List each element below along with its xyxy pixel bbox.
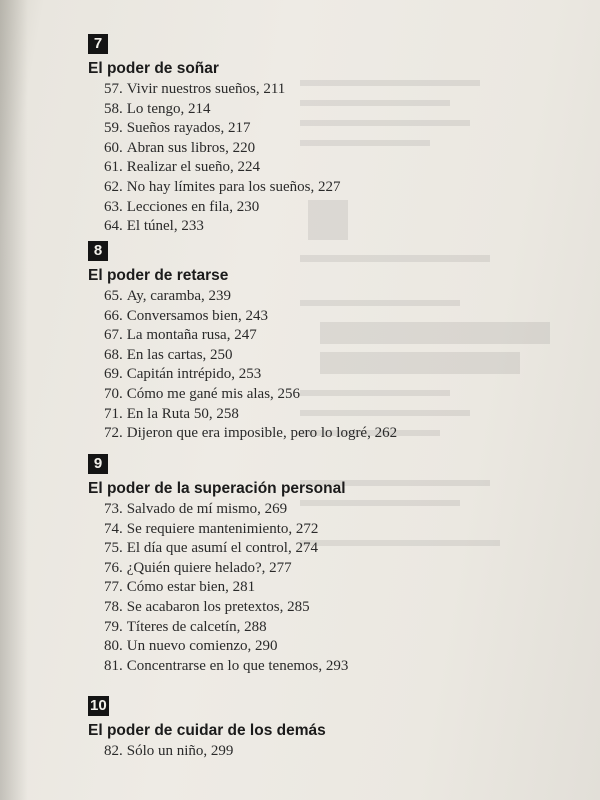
entry-number: 70. [104, 385, 123, 402]
list-item [88, 742, 568, 762]
entry-list [88, 287, 568, 444]
entry-number: 82. [104, 743, 123, 759]
entry-number: 77. [104, 579, 123, 596]
chapter-number-badge: 10 [90, 697, 107, 714]
chapter-number-badge: 9 [88, 454, 108, 474]
list-item [88, 618, 568, 638]
entry-text: Títeres de calcetín, 288 [126, 618, 267, 635]
entry-text: Abran sus libros, 220 [126, 139, 256, 156]
list-item [88, 539, 568, 559]
list-item [88, 385, 568, 405]
entry-text: Cómo estar bien, 281 [126, 579, 256, 596]
chapter-title: El poder de retarse [88, 267, 229, 284]
entry-number: 62. [104, 178, 123, 195]
entry-text: En la Ruta 50, 258 [126, 405, 239, 422]
entry-text: Un nuevo comienzo, 290 [126, 638, 278, 655]
entry-number: 61. [104, 159, 123, 176]
list-item [88, 578, 568, 598]
list-item [88, 637, 568, 657]
spine-shadow [0, 0, 28, 800]
entry-number: 75. [104, 540, 123, 557]
entry-text: Sueños rayados, 217 [126, 120, 251, 137]
entry-number: 79. [104, 618, 123, 635]
chapter-section [88, 34, 568, 237]
entry-number: 76. [104, 559, 123, 576]
list-item [88, 287, 568, 307]
entry-text: Realizar el sueño, 224 [126, 159, 261, 176]
list-item [88, 119, 568, 139]
entry-text: Se acabaron los pretextos, 285 [126, 598, 310, 615]
entry-text: El túnel, 233 [126, 218, 204, 235]
entry-text: Concentrarse en lo que tenemos, 293 [126, 657, 349, 674]
entry-number: 60. [104, 139, 123, 156]
chapter-number-badge: 8 [88, 241, 108, 261]
list-item [88, 139, 568, 159]
list-item [88, 520, 568, 540]
entry-text: Salvado de mí mismo, 269 [126, 501, 288, 517]
list-item [88, 307, 568, 327]
entry-text: ¿Quién quiere helado?, 277 [126, 559, 292, 576]
entry-number: 71. [104, 405, 123, 422]
entry-text: Vivir nuestros sueños, 211 [126, 81, 286, 97]
entry-number: 59. [104, 120, 123, 137]
list-item [88, 346, 568, 366]
entry-text: Se requiere mantenimiento, 272 [126, 520, 319, 537]
entry-number: 67. [104, 327, 123, 344]
entry-list [88, 742, 568, 762]
entry-text: Sólo un niño, 299 [126, 743, 234, 759]
list-item [88, 424, 568, 444]
entry-text: Lo tengo, 214 [126, 100, 211, 117]
entry-text: Capitán intrépido, 253 [126, 366, 262, 383]
list-item [88, 217, 568, 237]
entry-number: 72. [104, 425, 123, 442]
chapter-section [88, 241, 568, 444]
list-item [88, 80, 568, 100]
entry-list [88, 500, 568, 676]
entry-number: 64. [104, 218, 123, 235]
entry-text: En las cartas, 250 [126, 346, 233, 363]
entry-number: 63. [104, 198, 123, 215]
entry-number: 78. [104, 598, 123, 615]
list-item [88, 100, 568, 120]
entry-text: La montaña rusa, 247 [126, 327, 257, 344]
entry-number: 68. [104, 346, 123, 363]
entry-text: Dijeron que era imposible, pero lo logré, 262 [126, 425, 398, 442]
entry-text: Lecciones en fila, 230 [126, 198, 260, 215]
entry-text: No hay límites para los sueños, 227 [126, 178, 341, 195]
entry-number: 57. [104, 81, 123, 97]
entry-text: Cómo me gané mis alas, 256 [126, 385, 301, 402]
entry-number: 73. [104, 501, 123, 517]
entry-number: 80. [104, 638, 123, 655]
list-item [88, 598, 568, 618]
chapter-section [88, 454, 568, 676]
entry-number: 66. [104, 307, 123, 324]
entry-text: Conversamos bien, 243 [126, 307, 268, 324]
chapter-title: El poder de la superación personal [88, 480, 346, 497]
chapter-number-badge: 7 [88, 34, 108, 54]
chapter-title: El poder de cuidar de los demás [88, 722, 326, 739]
list-item [88, 405, 568, 425]
entry-number: 74. [104, 520, 123, 537]
list-item [88, 158, 568, 178]
entry-text: Ay, caramba, 239 [126, 288, 232, 304]
chapter-title: El poder de soñar [88, 60, 219, 77]
entry-number: 69. [104, 366, 123, 383]
list-item [88, 326, 568, 346]
list-item [88, 365, 568, 385]
list-item [88, 657, 568, 677]
list-item [88, 198, 568, 218]
entry-number: 65. [104, 288, 123, 304]
list-item [88, 559, 568, 579]
entry-text: El día que asumí el control, 274 [126, 540, 318, 557]
list-item [88, 178, 568, 198]
entry-number: 81. [104, 657, 123, 674]
chapter-section [88, 696, 568, 762]
entry-list [88, 80, 568, 237]
list-item [88, 500, 568, 520]
entry-number: 58. [104, 100, 123, 117]
